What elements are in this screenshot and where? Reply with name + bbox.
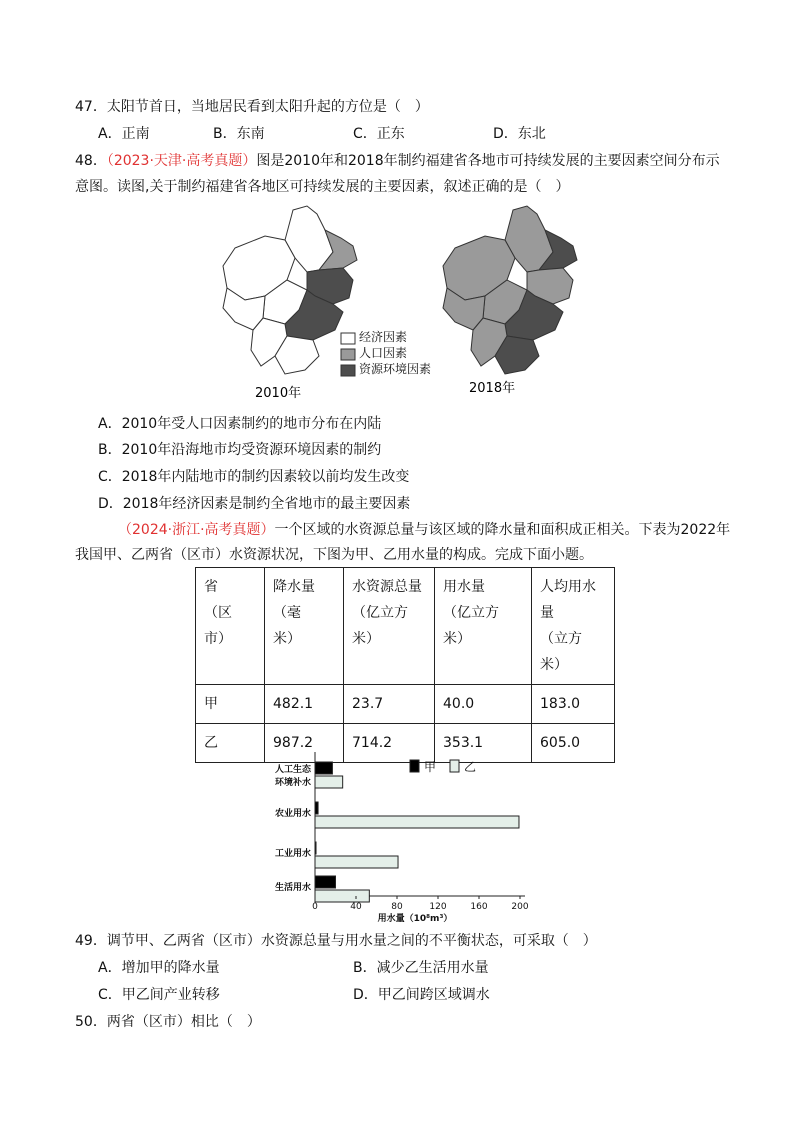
chart-x-tick-label: 120 bbox=[429, 902, 447, 912]
q48-option-a: A．2010年受人口因素制约的地市分布在内陆 bbox=[98, 416, 382, 432]
legend-label-economic: 经济因素 bbox=[359, 330, 408, 344]
map-2010 bbox=[223, 206, 357, 374]
chart-category-label: 环境补水 bbox=[274, 778, 311, 788]
map-2018-label: 2018年 bbox=[469, 381, 516, 396]
chart-x-tick-label: 200 bbox=[511, 902, 529, 912]
q48-stem-text1: 图是2010年和2018年制约福建省各地市可持续发展的主要因素空间分布示 bbox=[256, 153, 720, 169]
table-header-cell bbox=[435, 568, 532, 685]
intro-line2: 我国甲、乙两省（区市）水资源状况，下图为甲、乙用水量的构成。完成下面小题。 bbox=[75, 547, 593, 563]
table-cell: 甲 bbox=[196, 685, 265, 724]
chart-bar-乙-2 bbox=[315, 856, 398, 868]
table-cell: 605.0 bbox=[532, 724, 615, 763]
q49-option-a: A．增加甲的降水量 bbox=[98, 960, 220, 976]
water-use-bar-chart bbox=[255, 752, 545, 924]
chart-x-axis-label: 用水量（10⁸m³） bbox=[377, 914, 453, 924]
chart-bar-乙-0 bbox=[315, 776, 343, 788]
fujian-maps-figure bbox=[215, 200, 595, 405]
q50-stem: 50．两省（区市）相比（ ） bbox=[75, 1014, 261, 1030]
table-cell: 482.1 bbox=[265, 685, 344, 724]
header-per-capita: 人均用水 量 （立方 米） bbox=[540, 579, 596, 673]
water-resources-table bbox=[195, 567, 615, 763]
header-water-use: 用水量 （亿立方 米） bbox=[443, 579, 499, 647]
legend-label-resource: 资源环境因素 bbox=[359, 362, 432, 376]
intro-text1: 一个区域的水资源总量与该区域的降水量和面积成正相关。下表为2022年 bbox=[274, 522, 731, 538]
q49-stem: 49．调节甲、乙两省（区市）水资源总量与用水量之间的不平衡状态，可采取（ ） bbox=[75, 933, 597, 949]
chart-legend-label-甲: 甲 bbox=[424, 760, 437, 774]
table-row bbox=[196, 685, 615, 724]
table-cell: 987.2 bbox=[265, 724, 344, 763]
q47-option-b: B．东南 bbox=[213, 126, 265, 142]
table-cell: 183.0 bbox=[532, 685, 615, 724]
q47-option-a: A．正南 bbox=[98, 126, 150, 142]
legend-label-population: 人口因素 bbox=[359, 346, 408, 360]
chart-x-tick-label: 0 bbox=[312, 902, 318, 912]
intro-line1 bbox=[118, 520, 730, 540]
q49-option-d: D．甲乙间跨区域调水 bbox=[353, 987, 490, 1003]
q48-option-d: D．2018年经济因素是制约全省地市的最主要因素 bbox=[98, 496, 411, 512]
intro-source: （2024·浙江·高考真题） bbox=[118, 522, 275, 538]
chart-legend-swatch-甲 bbox=[410, 760, 419, 772]
table-header-cell bbox=[265, 568, 344, 685]
header-precipitation: 降水量 （毫 米） bbox=[273, 579, 315, 647]
chart-x-tick-label: 80 bbox=[391, 902, 403, 912]
legend-swatch-resource bbox=[341, 365, 355, 376]
chart-bar-甲-2 bbox=[315, 842, 316, 854]
chart-x-tick-label: 160 bbox=[470, 902, 488, 912]
q47-stem: 47．太阳节首日，当地居民看到太阳升起的方位是（ ） bbox=[75, 99, 429, 115]
chart-category-label: 工业用水 bbox=[274, 849, 311, 859]
legend-swatch-economic bbox=[341, 333, 355, 344]
chart-legend-swatch-乙 bbox=[450, 760, 459, 772]
chart-bar-乙-3 bbox=[315, 890, 369, 902]
q47-option-d: D．东北 bbox=[493, 126, 546, 142]
chart-bar-乙-1 bbox=[315, 816, 519, 828]
chart-category-label: 农业用水 bbox=[274, 809, 311, 819]
table-header-row bbox=[196, 568, 615, 685]
table-cell: 乙 bbox=[196, 724, 265, 763]
q48-stem-line1 bbox=[75, 151, 720, 171]
q48-number: 48． bbox=[75, 153, 107, 169]
q48-option-b: B．2010年沿海地市均受资源环境因素的制约 bbox=[98, 442, 382, 458]
table-cell: 353.1 bbox=[435, 724, 532, 763]
table-header-cell bbox=[344, 568, 435, 685]
q49-option-c: C．甲乙间产业转移 bbox=[98, 987, 220, 1003]
map-legend bbox=[341, 333, 355, 376]
chart-x-tick-label: 40 bbox=[350, 902, 362, 912]
chart-bar-甲-0 bbox=[315, 762, 332, 774]
q48-source: （2023·天津·高考真题） bbox=[106, 153, 257, 169]
q49-option-b: B．减少乙生活用水量 bbox=[353, 960, 489, 976]
legend-swatch-population bbox=[341, 349, 355, 360]
chart-bar-甲-3 bbox=[315, 876, 336, 888]
chart-bar-甲-1 bbox=[315, 802, 318, 814]
map-2010-label: 2010年 bbox=[255, 386, 302, 401]
chart-legend-label-乙: 乙 bbox=[464, 760, 477, 774]
chart-category-label: 人工生态 bbox=[274, 765, 311, 775]
q48-stem-line2: 意图。读图,关于制约福建省各地区可持续发展的主要因素，叙述正确的是（ ） bbox=[75, 179, 570, 195]
table-header-cell bbox=[196, 568, 265, 685]
table-cell: 714.2 bbox=[344, 724, 435, 763]
table-cell: 40.0 bbox=[435, 685, 532, 724]
header-province: 省 （区 市） bbox=[204, 579, 232, 647]
header-total-water: 水资源总量 （亿立方 米） bbox=[352, 579, 422, 647]
q48-option-c: C．2018年内陆地市的制约因素较以前均发生改变 bbox=[98, 469, 410, 485]
table-header-cell bbox=[532, 568, 615, 685]
chart-category-label: 生活用水 bbox=[274, 883, 311, 893]
table-cell: 23.7 bbox=[344, 685, 435, 724]
q47-option-c: C．正东 bbox=[353, 126, 405, 142]
